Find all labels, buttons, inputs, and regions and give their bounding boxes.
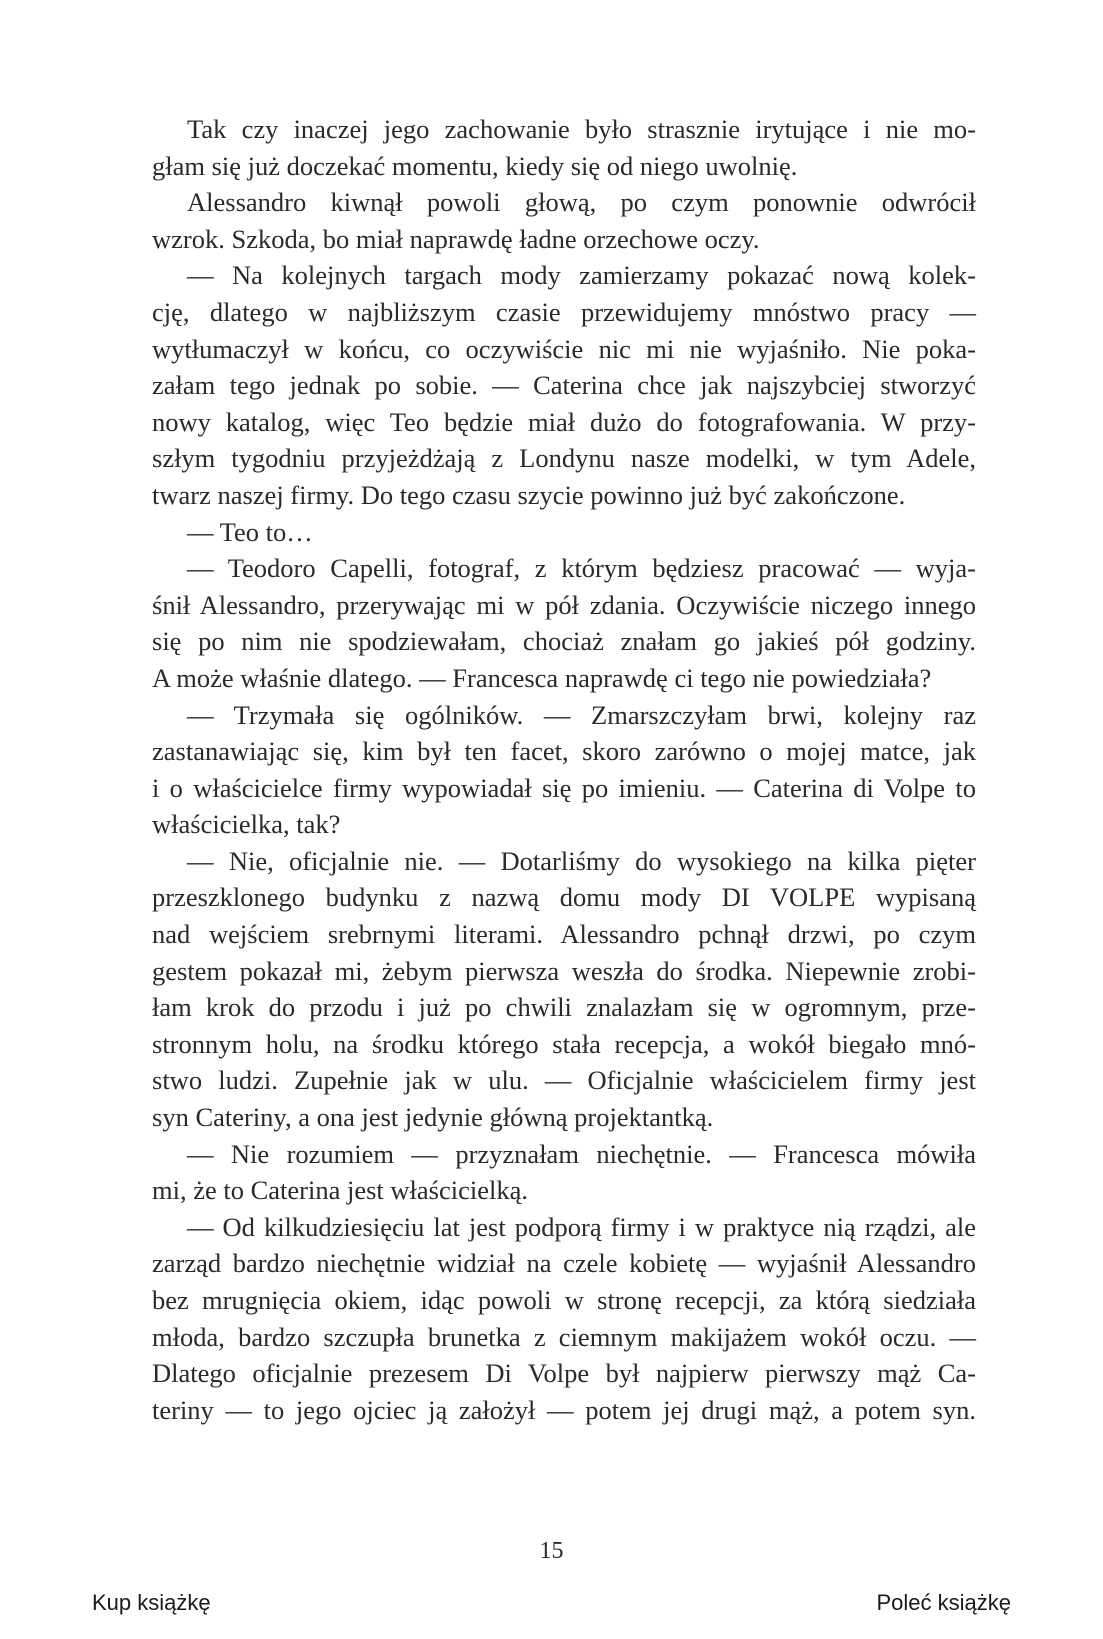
text-line: — Nie rozumiem — przyznałam niechętnie. — Francesca mówiła [187,1138,976,1169]
text-line: śnił Alessandro, przerywając mi w pół zdania. Oczywiście niczego innego [152,589,976,620]
text-line: teriny — to jego ojciec ją założył — potem jej drugi mąż, a potem syn. [152,1394,976,1425]
text-line: się po nim nie spodziewałam, chociaż znałam go jakieś pół godziny. [152,626,976,657]
text-line: łam krok do przodu i już po chwili znalazłam się w ogromnym, prze- [152,992,976,1023]
text-line: — Od kilkudziesięciu lat jest podporą firmy i w praktyce nią rządzi, ale [187,1211,976,1242]
text-line: zarząd bardzo niechętnie widział na czele kobietę — wyjaśnił Alessandro [152,1248,976,1279]
text-line: szłym tygodniu przyjeżdżają z Londynu nasze modelki, w tym Adele, [152,443,976,474]
text-line: stronnym holu, na środku którego stała recepcja, a wokół biegało mnó- [152,1028,976,1059]
page-number: 15 [539,1538,564,1564]
text-line: zastanawiając się, kim był ten facet, skoro zarówno o mojej matce, jak [152,736,976,767]
text-line: nad wejściem srebrnymi literami. Alessandro pchnął drzwi, po czym [152,919,976,950]
text-line: syn Cateriny, a ona jest jedynie główną projektantką. [152,1102,714,1133]
text-line: Tak czy inaczej jego zachowanie było strasznie irytujące i nie mo- [187,114,976,144]
text-line: wzrok. Szkoda, bo miał naprawdę ładne orzechowe oczy. [152,223,760,254]
text-line: — Teodoro Capelli, fotograf, z którym będziesz pracować — wyja- [187,553,976,584]
text-line: A może właśnie dlatego. — Francesca naprawdę ci tego nie powiedziała? [152,662,932,693]
recommend-book-link[interactable]: Poleć książkę [876,1590,1011,1615]
text-line: — Trzymała się ogólników. — Zmarszczyłam brwi, kolejny raz [187,699,976,730]
text-line: wytłumaczył w końcu, co oczywiście nic mi nie wyjaśniło. Nie poka- [152,333,976,364]
text-line: i o właścicielce firmy wypowiadał się po imieniu. — Caterina di Volpe to [152,772,976,803]
text-line: mi, że to Caterina jest właścicielką. [152,1175,529,1206]
text-line: głam się już doczekać momentu, kiedy się od niego uwolnię. [152,150,798,181]
text-line: Dlatego oficjalnie prezesem Di Volpe był najpierw pierwszy mąż Ca- [152,1358,976,1389]
text-line: nowy katalog, więc Teo będzie miał dużo do fotografowania. W przy- [152,406,976,437]
text-line: młoda, bardzo szczupła brunetka z ciemnym makijażem wokół oczu. — [152,1321,976,1352]
text-line: bez mrugnięcia okiem, idąc powoli w stronę recepcji, za którą siedziała [152,1285,976,1315]
buy-book-link[interactable]: Kup książkę [92,1590,211,1615]
text-line: Alessandro kiwnął powoli głową, po czym ponownie odwrócił [187,187,976,218]
text-line: stwo ludzi. Zupełnie jak w ulu. — Oficjalnie właścicielem firmy jest [152,1065,976,1096]
page-body-text [152,111,976,1428]
text-line: załam tego jednak po sobie. — Caterina chce jak najszybciej stworzyć [152,370,976,401]
text-line: — Teo to… [187,516,313,547]
text-line: gestem pokazał mi, żebym pierwsza weszła do środka. Niepewnie zrobi- [152,955,976,986]
text-line: właścicielka, tak? [152,809,341,840]
text-line: — Na kolejnych targach mody zamierzamy pokazać nową kolek- [187,260,976,291]
text-line: — Nie, oficjalnie nie. — Dotarliśmy do wysokiego na kilka pięter [187,845,976,876]
text-line: cję, dlatego w najbliższym czasie przewidujemy mnóstwo pracy — [152,296,976,327]
text-line: przeszklonego budynku z nazwą domu mody DI VOLPE wypisaną [152,882,976,913]
text-line: twarz naszej firmy. Do tego czasu szycie powinno już być zakończone. [152,479,906,510]
